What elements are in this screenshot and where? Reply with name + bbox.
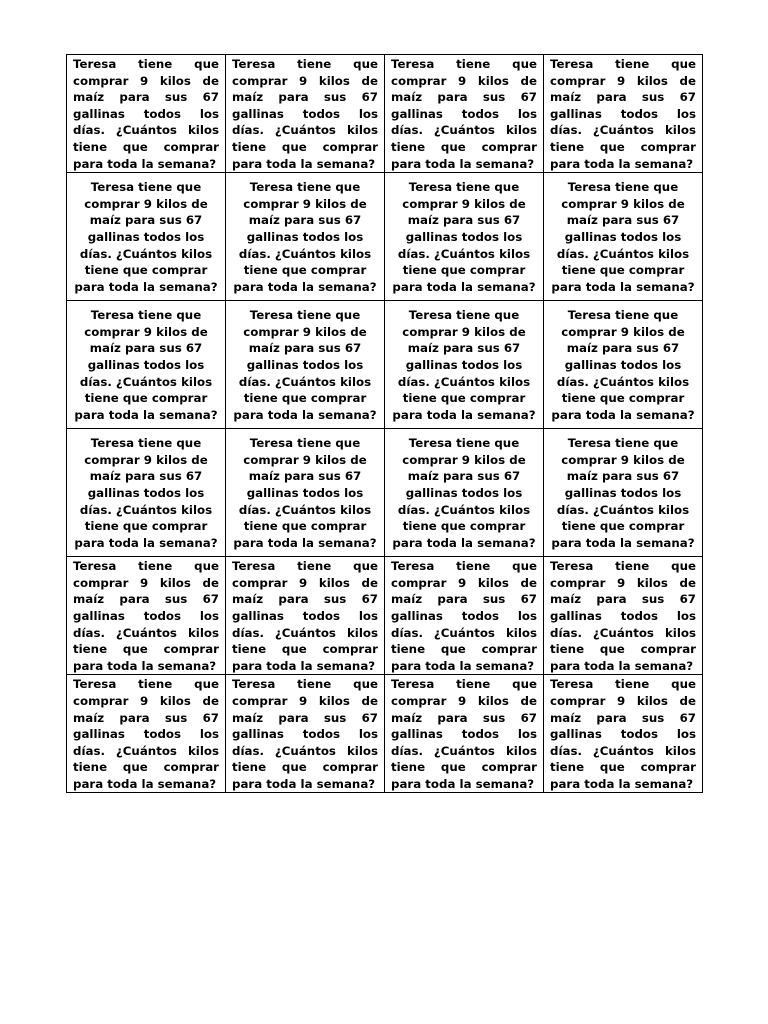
task-card-text: Teresa tiene que comprar 9 kilos de maíz para sus 67 gallinas todos los días. ¿Cuántos kilos tiene que comprar para toda la semana? xyxy=(232,559,378,673)
task-card xyxy=(544,301,703,429)
task-card-text: Teresa tiene que comprar 9 kilos de maíz para sus 67 gallinas todos los días. ¿Cuántos kilos tiene que comprar para toda la semana? xyxy=(391,559,537,673)
task-card xyxy=(385,173,544,301)
task-card xyxy=(385,55,544,173)
task-card xyxy=(67,557,226,675)
task-card-text: Teresa tiene que comprar 9 kilos de maíz para sus 67 gallinas todos los días. ¿Cuántos kilos tiene que comprar para toda la semana? xyxy=(391,57,537,171)
task-card-text: Teresa tiene que comprar 9 kilos de maíz para sus 67 gallinas todos los días. ¿Cuántos kilos tiene que comprar para toda la semana? xyxy=(551,436,695,550)
task-card xyxy=(67,173,226,301)
task-card xyxy=(385,675,544,793)
card-row xyxy=(67,429,703,557)
task-card xyxy=(226,675,385,793)
task-card xyxy=(226,173,385,301)
task-card-text: Teresa tiene que comprar 9 kilos de maíz para sus 67 gallinas todos los días. ¿Cuántos kilos tiene que comprar para toda la semana? xyxy=(550,559,696,673)
task-card-text: Teresa tiene que comprar 9 kilos de maíz para sus 67 gallinas todos los días. ¿Cuántos kilos tiene que comprar para toda la semana? xyxy=(233,180,377,294)
card-row xyxy=(67,173,703,301)
task-card xyxy=(544,55,703,173)
task-card xyxy=(67,675,226,793)
task-card-text: Teresa tiene que comprar 9 kilos de maíz para sus 67 gallinas todos los días. ¿Cuántos kilos tiene que comprar para toda la semana? xyxy=(74,308,218,422)
task-card-text: Teresa tiene que comprar 9 kilos de maíz para sus 67 gallinas todos los días. ¿Cuántos kilos tiene que comprar para toda la semana? xyxy=(550,57,696,171)
task-card xyxy=(226,55,385,173)
task-card-text: Teresa tiene que comprar 9 kilos de maíz para sus 67 gallinas todos los días. ¿Cuántos kilos tiene que comprar para toda la semana? xyxy=(550,677,696,791)
task-card xyxy=(544,675,703,793)
task-card-text: Teresa tiene que comprar 9 kilos de maíz para sus 67 gallinas todos los días. ¿Cuántos kilos tiene que comprar para toda la semana? xyxy=(233,436,377,550)
task-card-text: Teresa tiene que comprar 9 kilos de maíz para sus 67 gallinas todos los días. ¿Cuántos kilos tiene que comprar para toda la semana? xyxy=(74,436,218,550)
task-card xyxy=(544,429,703,557)
task-card-text: Teresa tiene que comprar 9 kilos de maíz para sus 67 gallinas todos los días. ¿Cuántos kilos tiene que comprar para toda la semana? xyxy=(232,57,378,171)
task-card-text: Teresa tiene que comprar 9 kilos de maíz para sus 67 gallinas todos los días. ¿Cuántos kilos tiene que comprar para toda la semana? xyxy=(73,559,219,673)
task-card xyxy=(67,55,226,173)
task-card-text: Teresa tiene que comprar 9 kilos de maíz para sus 67 gallinas todos los días. ¿Cuántos kilos tiene que comprar para toda la semana? xyxy=(391,677,537,791)
card-row xyxy=(67,301,703,429)
task-card xyxy=(226,557,385,675)
task-card xyxy=(544,557,703,675)
task-card xyxy=(385,429,544,557)
task-card xyxy=(67,429,226,557)
task-card-text: Teresa tiene que comprar 9 kilos de maíz para sus 67 gallinas todos los días. ¿Cuántos kilos tiene que comprar para toda la semana? xyxy=(551,180,695,294)
card-row xyxy=(67,557,703,675)
task-card xyxy=(226,301,385,429)
card-row xyxy=(67,55,703,173)
task-card xyxy=(385,557,544,675)
task-card-text: Teresa tiene que comprar 9 kilos de maíz para sus 67 gallinas todos los días. ¿Cuántos kilos tiene que comprar para toda la semana? xyxy=(73,57,219,171)
task-card-text: Teresa tiene que comprar 9 kilos de maíz para sus 67 gallinas todos los días. ¿Cuántos kilos tiene que comprar para toda la semana? xyxy=(74,180,218,294)
task-card-text: Teresa tiene que comprar 9 kilos de maíz para sus 67 gallinas todos los días. ¿Cuántos kilos tiene que comprar para toda la semana? xyxy=(73,677,219,791)
task-card-text: Teresa tiene que comprar 9 kilos de maíz para sus 67 gallinas todos los días. ¿Cuántos kilos tiene que comprar para toda la semana? xyxy=(551,308,695,422)
task-card-text: Teresa tiene que comprar 9 kilos de maíz para sus 67 gallinas todos los días. ¿Cuántos kilos tiene que comprar para toda la semana? xyxy=(232,677,378,791)
task-card xyxy=(544,173,703,301)
task-card-text: Teresa tiene que comprar 9 kilos de maíz para sus 67 gallinas todos los días. ¿Cuántos kilos tiene que comprar para toda la semana? xyxy=(392,436,536,550)
task-card-text: Teresa tiene que comprar 9 kilos de maíz para sus 67 gallinas todos los días. ¿Cuántos kilos tiene que comprar para toda la semana? xyxy=(392,308,536,422)
task-card-sheet xyxy=(66,54,703,793)
task-card xyxy=(67,301,226,429)
task-card xyxy=(385,301,544,429)
task-card xyxy=(226,429,385,557)
task-card-text: Teresa tiene que comprar 9 kilos de maíz para sus 67 gallinas todos los días. ¿Cuántos kilos tiene que comprar para toda la semana? xyxy=(392,180,536,294)
card-row xyxy=(67,675,703,793)
task-card-text: Teresa tiene que comprar 9 kilos de maíz para sus 67 gallinas todos los días. ¿Cuántos kilos tiene que comprar para toda la semana? xyxy=(233,308,377,422)
